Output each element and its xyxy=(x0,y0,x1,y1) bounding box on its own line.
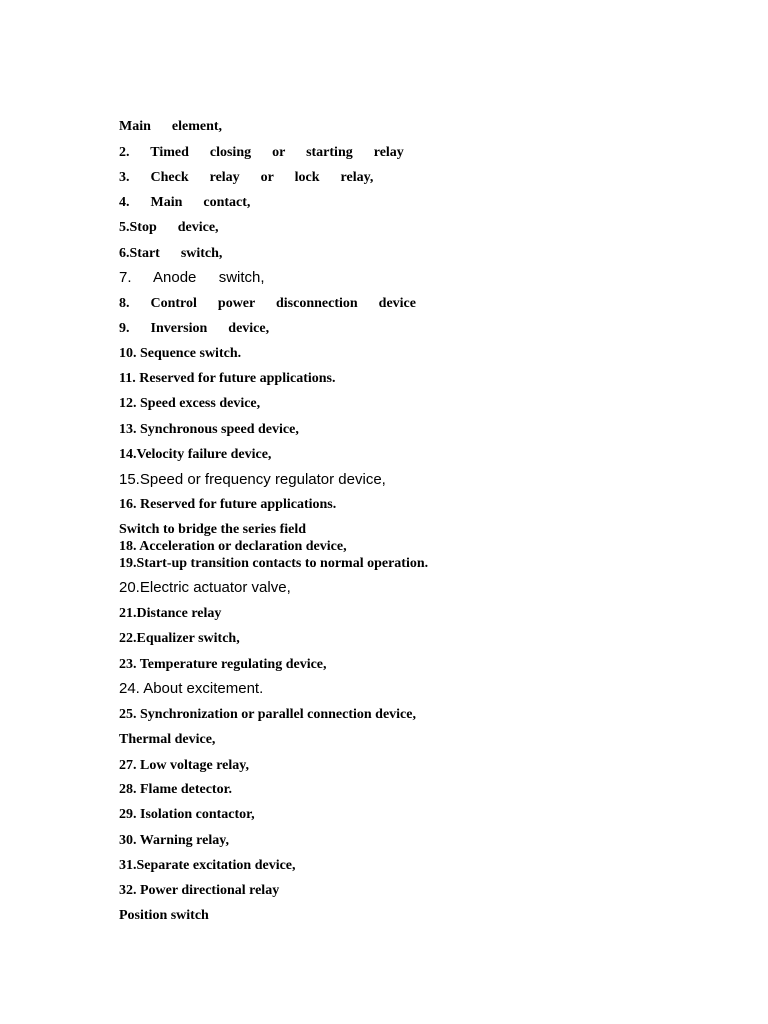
list-item: 19.Start-up transition contacts to normal operation. xyxy=(119,556,429,571)
list-item: 4. Main contact, xyxy=(119,195,251,210)
list-item: 12. Speed excess device, xyxy=(119,396,261,411)
list-item: 27. Low voltage relay, xyxy=(119,758,250,773)
list-item: 22.Equalizer switch, xyxy=(119,631,240,646)
list-item: 16. Reserved for future applications. xyxy=(119,497,337,512)
list-item: Switch to bridge the series field xyxy=(119,522,307,537)
list-item: 10. Sequence switch. xyxy=(119,346,242,361)
list-item: 14.Velocity failure device, xyxy=(119,447,272,462)
list-item: 9. Inversion device, xyxy=(119,321,270,336)
list-item: 28. Flame detector. xyxy=(119,782,232,797)
list-item: 7. Anode switch, xyxy=(119,269,265,286)
list-item: Position switch xyxy=(119,908,209,923)
list-item: 2. Timed closing or starting relay xyxy=(119,145,404,160)
list-item: 11. Reserved for future applications. xyxy=(119,371,336,386)
list-item: 29. Isolation contactor, xyxy=(119,807,255,822)
list-item: 18. Acceleration or declaration device, xyxy=(119,539,347,554)
list-item: 3. Check relay or lock relay, xyxy=(119,170,374,185)
list-item: 13. Synchronous speed device, xyxy=(119,422,299,437)
list-item: Thermal device, xyxy=(119,732,216,747)
list-item: 15.Speed or frequency regulator device, xyxy=(119,471,386,488)
list-item: 24. About excitement. xyxy=(119,680,264,697)
list-item: 20.Electric actuator valve, xyxy=(119,579,291,596)
list-item: Main element, xyxy=(119,119,223,134)
list-item: 8. Control power disconnection device xyxy=(119,296,416,311)
list-item: 25. Synchronization or parallel connection device, xyxy=(119,707,416,722)
list-item: 23. Temperature regulating device, xyxy=(119,657,327,672)
list-item: 6.Start switch, xyxy=(119,246,223,261)
list-item: 32. Power directional relay xyxy=(119,883,280,898)
list-item: 5.Stop device, xyxy=(119,220,219,235)
list-item: 31.Separate excitation device, xyxy=(119,858,296,873)
list-item: 21.Distance relay xyxy=(119,606,222,621)
list-item: 30. Warning relay, xyxy=(119,833,229,848)
